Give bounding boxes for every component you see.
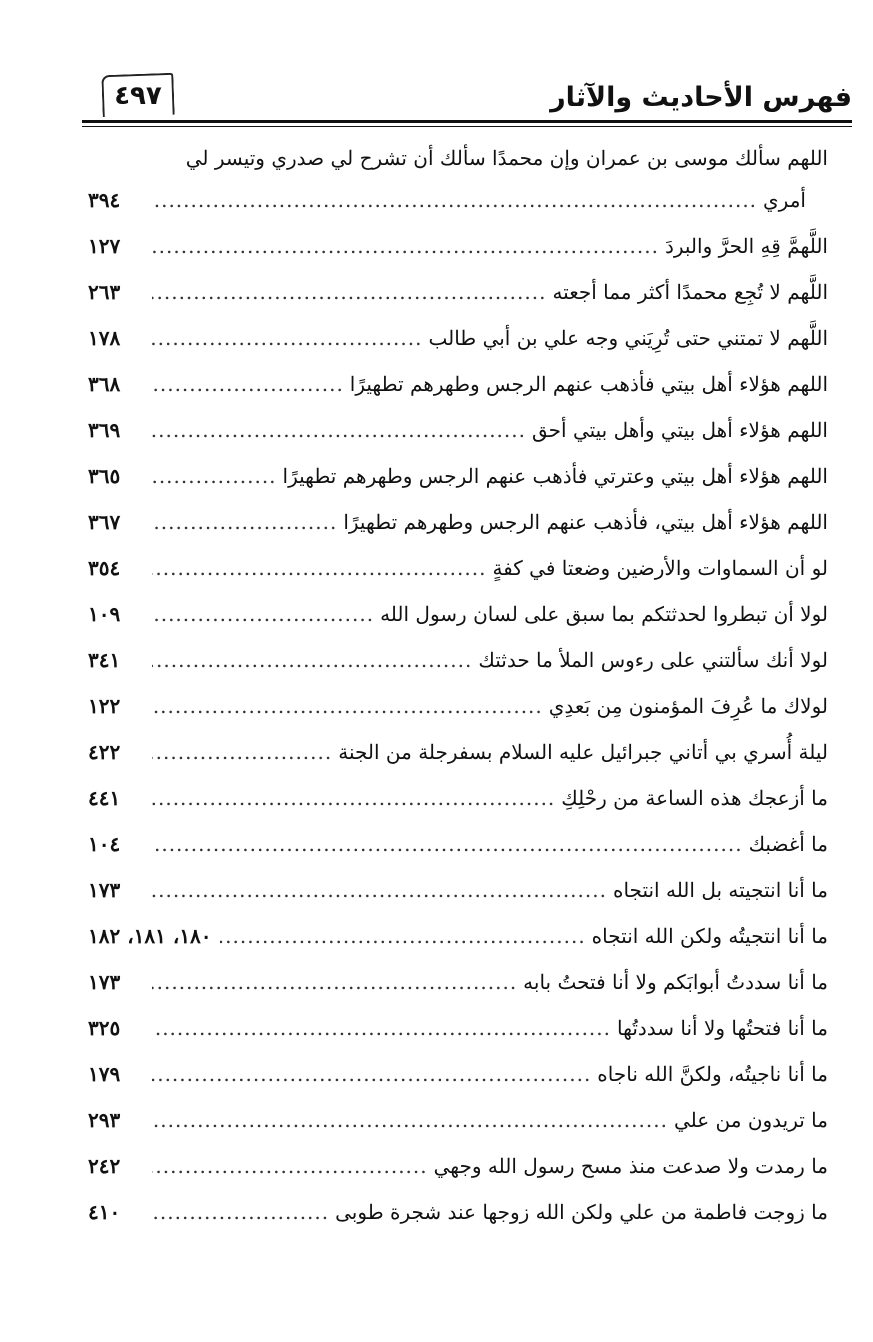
entry-text: ما أنا ناجيتُه، ولكنَّ الله ناجاه: [597, 1062, 828, 1086]
entry-text: ما أنا انتجيته بل الله انتجاه: [612, 878, 828, 902]
leader-dots: [152, 683, 543, 729]
entry-text: ما أنا انتجيتُه ولكن الله انتجاه: [591, 924, 828, 948]
header-rule-thick: [82, 120, 852, 123]
leader-dots: [152, 269, 546, 315]
entry-text: لولا أن تبطروا لحدثتكم بما سبق على لسان رسول الله: [380, 602, 828, 626]
entry-page-number: ١٧٩: [88, 1062, 121, 1086]
leader-dots: [152, 867, 607, 913]
entry-line: [88, 1143, 828, 1189]
index-entry: [88, 591, 828, 637]
index-entry: [88, 545, 828, 591]
leader-dots: [152, 1097, 668, 1143]
entry-page-number: ٤٤١: [88, 786, 121, 810]
entry-line: [88, 959, 828, 1005]
leader-dots: [152, 407, 526, 453]
entry-line: [88, 545, 828, 591]
entry-text: ليلة أُسري بي أتاني جبرائيل عليه السلام بسفرجلة من الجنة: [338, 740, 828, 764]
entry-page-number: ٣٦٥: [88, 464, 121, 488]
entry-text: اللهم هؤلاء أهل بيتي فأذهب عنهم الرجس وطهرهم تطهيرًا: [349, 372, 828, 396]
entry-page-number: ٢٦٣: [88, 280, 121, 304]
leader-dots: [152, 637, 472, 683]
entry-text: اللهم سألك موسى بن عمران وإن محمدًا سألك أن تشرح لي صدري وتيسر لي: [185, 146, 828, 170]
index-entry: [88, 1143, 828, 1189]
leader-dots: [152, 177, 757, 223]
entry-line: [88, 867, 828, 913]
page-number: ٤٩٧: [114, 81, 162, 111]
entry-line: [88, 913, 828, 959]
index-entry: [88, 361, 828, 407]
leader-dots: [152, 361, 344, 407]
entry-page-number: ٣٦٧: [88, 510, 121, 534]
entry-text: اللهم هؤلاء أهل بيتي وعترتي فأذهب عنهم الرجس وطهرهم تطهيرًا: [282, 464, 828, 488]
entry-text: ما تريدون من علي: [673, 1108, 828, 1132]
entry-page-number: ٢٤٢: [88, 1154, 121, 1178]
entry-page-number: ٣٢٥: [88, 1016, 121, 1040]
leader-dots: [152, 1051, 591, 1097]
entry-line: [88, 453, 828, 499]
leader-dots: [152, 959, 517, 1005]
entry-text-continued: أمري: [763, 188, 806, 212]
entry-page-number: ١٠٩: [88, 602, 121, 626]
entry-text: لولا أنك سألتني على رءوس الملأ ما حدثتك: [478, 648, 828, 672]
page-title: فهرس الأحاديث والآثار: [550, 82, 852, 113]
index-entry: [88, 499, 828, 545]
index-entry: [88, 1005, 828, 1051]
index-entry: [88, 140, 828, 223]
entry-line: [88, 361, 828, 407]
entry-line: [88, 683, 828, 729]
index-entry: [88, 223, 828, 269]
leader-dots: [152, 315, 422, 361]
entry-page-number: ٢٩٣: [88, 1108, 121, 1132]
entry-page-number: ٣٥٤: [88, 556, 121, 580]
leader-dots: [152, 453, 277, 499]
entry-text: اللَّهمَّ قِهِ الحرَّ والبردَ: [664, 234, 828, 258]
entry-text: اللهم هؤلاء أهل بيتي، فأذهب عنهم الرجس وطهرهم تطهيرًا: [343, 510, 828, 534]
entry-line: [88, 499, 828, 545]
entry-page-number: ٣٩٤: [88, 188, 121, 212]
entry-line: [88, 269, 828, 315]
index-entry: [88, 407, 828, 453]
leader-dots: [152, 1005, 611, 1051]
index-entry: [88, 637, 828, 683]
index-list: [88, 140, 828, 1235]
leader-dots: [152, 223, 659, 269]
entry-line: [88, 1189, 828, 1235]
leader-dots: [152, 591, 374, 637]
leader-dots: [152, 821, 743, 867]
leader-dots: [152, 499, 337, 545]
index-entry: [88, 315, 828, 361]
entry-page-number: ١٢٢: [88, 694, 121, 718]
entry-text: ما أزعجك هذه الساعة من رحْلِكِ: [561, 786, 828, 810]
entry-line: [88, 729, 828, 775]
leader-dots: [152, 775, 555, 821]
entry-line: [88, 1005, 828, 1051]
entry-page-number: ٣٦٨: [88, 372, 121, 396]
leader-dots: [152, 545, 486, 591]
entry-page-number: ٤١٠: [88, 1200, 121, 1224]
entry-line: [88, 591, 828, 637]
entry-line: [88, 1051, 828, 1097]
entry-text: لولاك ما عُرِفَ المؤمنون مِن بَعدِي: [548, 694, 828, 718]
entry-line: [88, 637, 828, 683]
index-entry: [88, 683, 828, 729]
entry-text: اللَّهم لا تُجِع محمدًا أكثر مما أجعته: [552, 280, 828, 304]
entry-text: ما رمدت ولا صدعت منذ مسح رسول الله وجهي: [433, 1154, 828, 1178]
entry-text: ما زوجت فاطمة من علي ولكن الله زوجها عند شجرة طوبى: [335, 1200, 828, 1224]
entry-page-number: ١٧٨: [88, 326, 121, 350]
entry-line: [88, 177, 828, 223]
entry-line: [88, 315, 828, 361]
index-entry: [88, 821, 828, 867]
entry-text: ما أنا فتحتُها ولا أنا سددتُها: [617, 1016, 828, 1040]
entry-page-number: ٣٤١: [88, 648, 121, 672]
entry-page-number: ١٨٠، ١٨١، ١٨٢: [88, 924, 212, 948]
index-entry: [88, 775, 828, 821]
index-entry: [88, 453, 828, 499]
leader-dots: [152, 1189, 329, 1235]
entry-line: [88, 223, 828, 269]
entry-line: [88, 821, 828, 867]
leader-dots: [152, 729, 332, 775]
entry-page-number: ٣٦٩: [88, 418, 121, 442]
entry-line: [88, 407, 828, 453]
index-entry: [88, 959, 828, 1005]
entry-line: [88, 775, 828, 821]
index-entry: [88, 729, 828, 775]
leader-dots: [220, 913, 586, 959]
index-entry: [88, 1051, 828, 1097]
entry-text: ما أغضبك: [748, 832, 828, 856]
running-header: [82, 70, 852, 130]
leader-dots: [152, 1143, 428, 1189]
entry-text: اللهم هؤلاء أهل بيتي وأهل بيتي أحق: [531, 418, 828, 442]
entry-text: لو أن السماوات والأرضين وضعتا في كفةٍ: [492, 556, 828, 580]
entry-line: [88, 1097, 828, 1143]
index-entry: [88, 269, 828, 315]
entry-page-number: ١٧٣: [88, 878, 121, 902]
index-entry: [88, 913, 828, 959]
index-entry: [88, 1097, 828, 1143]
entry-page-number: ١٢٧: [88, 234, 121, 258]
entry-text: اللَّهم لا تمتني حتى تُرِيَني وجه علي بن أبي طالب: [428, 326, 828, 350]
header-rule-thin: [82, 126, 852, 127]
entry-page-number: ١٧٣: [88, 970, 121, 994]
entry-text: ما أنا سددتُ أبوابَكم ولا أنا فتحتُ بابه: [523, 970, 828, 994]
index-entry: [88, 867, 828, 913]
entry-page-number: ٤٢٢: [88, 740, 121, 764]
entry-page-number: ١٠٤: [88, 832, 121, 856]
index-entry: [88, 1189, 828, 1235]
